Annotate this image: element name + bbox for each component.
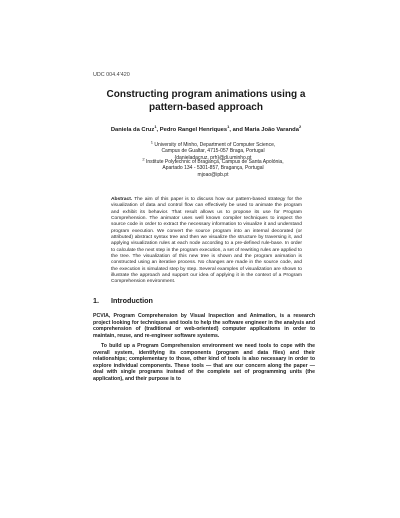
- paragraph-lead: PCVIA: [93, 313, 109, 319]
- affil-line: University of Minho, Department of Computer Science,: [154, 142, 276, 148]
- affil-email: {danieladacruz, prh}@di.uminho.pt: [174, 154, 252, 161]
- paragraph-text: , Program Comprehension by Visual Inspection and Animation, is a research project looking for techniques and tools to help the software engineer in the analysis and comprehension of (traditional or web-oriented) computer applications in order to maintain, reuse, and re-engineer software systems.: [93, 313, 315, 339]
- abstract-text: The aim of this paper is to discuss how our pattern-based strategy for the visualization of data and control flow can effectively be used to animate the program and exhibit its behavior. That result allows us to propose its use for Program Comprehension. The animator uses well known compiler techniques to inspect the source code in order to extract the necessary information to visualize it and understand program execution. We convert the source program into an internal decorated (or attributed) abstract syntax tree and then we visualize the structure by traversing it, and applying visualization rules at each node according to a pre-defined rule-base. In order to calculate the next step in the program execution, a set of rewriting rules are applied to the tree. The visualization of this new tree is shown and the program animation is constructed using an iterative process. No changes are made in the source code, and the execution is simulated step by step. Several examples of visualization are shown to illustrate the approach and support our idea of applying it in the context of a Program Comprehension environment.: [111, 197, 302, 285]
- author-name: Daniela da Cruz: [110, 127, 155, 133]
- paragraph: [93, 313, 315, 339]
- abstract-label: Abstract.: [111, 197, 133, 202]
- author-affil-mark: 1: [154, 124, 157, 130]
- affil-mark: 1: [150, 139, 153, 145]
- section-heading: [93, 296, 153, 305]
- udc-code: UDC 004.4'420: [93, 72, 130, 78]
- author-name: Pedro Rangel Henriques: [159, 127, 228, 133]
- paragraph-text: To build up a Program Comprehension environment we need tools to cope with the overall system, identifying its components (program and data files) and their relationships; complementary to those, other kind of tools is also necessary in order to explore individual components. These tools — that are our concern along the paper — deal with single programs instead of the complete set of programming units (the application), and their purpose is to: [93, 343, 315, 382]
- paragraph: [93, 343, 315, 382]
- abstract: [111, 197, 302, 286]
- affil-line: Campus de Gualtar, 4715-057 Braga, Portugal: [161, 148, 265, 155]
- author-affil-mark: 1: [227, 124, 230, 130]
- affil-mark: 2: [142, 156, 145, 162]
- affil-email: mjoao@ipb.pt: [197, 171, 229, 178]
- section-number: 1.: [93, 296, 99, 305]
- paper-title: Constructing program animations using a pattern-based approach: [106, 89, 306, 113]
- author-affil-mark: 2: [298, 124, 302, 130]
- affil-line: Apartado 134 - 5301-857, Bragança, Portugal: [162, 165, 264, 172]
- affil-line: Institute Polytechnic of Bragança, Campus de Santa Apolónia,: [146, 159, 284, 165]
- body-text: [93, 313, 315, 386]
- author-list: Daniela da Cruz$^1$, Pedro Rangel Henriques$^1$, and Maria João Varanda$^2$: [110, 124, 302, 133]
- author-name: Maria João Varanda: [244, 127, 299, 133]
- section-title: Introduction: [111, 296, 153, 305]
